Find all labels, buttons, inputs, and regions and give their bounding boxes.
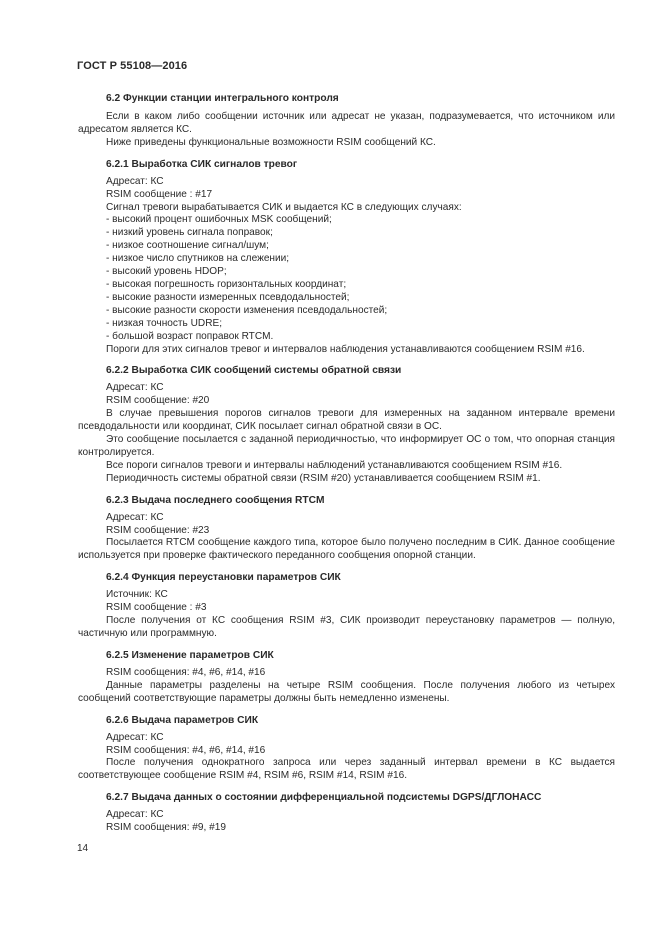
section-heading-6-2-5: 6.2.5 Изменение параметров СИК <box>106 649 274 661</box>
section-6-2-5 <box>78 667 615 706</box>
list-item: - высокий уровень HDOP; <box>106 266 227 278</box>
list-item: - низкое соотношение сигнал/шум; <box>106 240 269 252</box>
list-item: - высокий процент ошибочных MSK сообщений; <box>106 214 332 226</box>
paragraph: После получения однократного запроса или через заданный интервал времени в КС выдается соответствующее сообщение RSIM #4, RSIM #6, RSIM #14, RSIM #16. <box>78 757 615 782</box>
page-number: 14 <box>77 843 89 854</box>
list-item: - высокая погрешность горизонтальных координат; <box>106 278 347 290</box>
paragraph: После получения от КС сообщения RSIM #3, СИК производит переустановку параметров — полную, частичную или программную. <box>78 615 615 639</box>
addressee-line: Адресат: КС <box>106 809 164 821</box>
section-heading-6-2-2: 6.2.2 Выработка СИК сообщений системы обратной связи <box>106 365 402 377</box>
section-6-2-6 <box>78 732 615 784</box>
section-heading-6-2-6: 6.2.6 Выдача параметров СИК <box>106 714 259 726</box>
list-item: - высокие разности скорости изменения псевдодальностей; <box>106 304 388 316</box>
rsim-line: RSIM сообщения: #4, #6, #14, #16 <box>106 744 266 756</box>
addressee-line: Адресат: КС <box>106 175 164 187</box>
section-heading-6-2-7: 6.2.7 Выдача данных о состоянии дифференциальной подсистемы DGPS/ДГЛОНАСС <box>106 792 542 804</box>
document-header: ГОСТ Р 55108—2016 <box>77 60 188 72</box>
paragraph: Это сообщение посылается с заданной периодичностью, что информирует ОС о том, что опорная станция контролируется. <box>78 434 615 458</box>
section-6-2-7 <box>78 809 615 835</box>
rsim-line: RSIM сообщение: #20 <box>106 395 210 407</box>
paragraph: Пороги для этих сигналов тревог и интервалов наблюдения устанавливаются сообщением RSIM #16. <box>106 343 585 355</box>
section-6-2-2 <box>78 382 615 485</box>
list-item: - низкое число спутников на слежении; <box>106 253 290 265</box>
paragraph: Если в каком либо сообщении источник или адресат не указан, подразумевается, что источником или адресатом является КС. <box>78 111 615 135</box>
rsim-line: RSIM сообщения: #4, #6, #14, #16 <box>106 666 266 678</box>
addressee-line: Адресат: КС <box>106 511 164 523</box>
list-item: - низкий уровень сигнала поправок; <box>106 227 273 239</box>
source-line: Источник: КС <box>106 589 168 601</box>
section-heading-6-2-1: 6.2.1 Выработка СИК сигналов тревог <box>106 158 298 170</box>
paragraph: Посылается RTCM сообщение каждого типа, которое было получено последним в СИК. Данное сообщение используется при проверке фактического переданного сообщения опорной станции. <box>78 537 615 562</box>
document-body <box>78 92 615 843</box>
list-lead: Сигнал тревоги вырабатывается СИК и выдается КС в следующих случаях: <box>106 201 462 213</box>
list-item: - низкая точность UDRE; <box>106 317 223 329</box>
paragraph: В случае превышения порогов сигналов тревоги для измеренных на заданном интервале времени псевдодальности или координат, СИК посылает сигнал обратной связи в ОС. <box>78 408 615 433</box>
section-heading-6-2-4: 6.2.4 Функция переустановки параметров СИК <box>106 572 341 584</box>
rsim-line: RSIM сообщение : #17 <box>106 188 213 200</box>
rsim-line: RSIM сообщение : #3 <box>106 602 207 614</box>
section-intro <box>78 111 615 150</box>
list-item: - высокие разности измеренных псевдодальностей; <box>106 291 350 303</box>
section-6-2-1 <box>78 176 615 357</box>
section-heading-6-2: 6.2 Функции станции интегрального контроля <box>106 93 339 104</box>
paragraph: Периодичность системы обратной связи (RSIM #20) устанавливается сообщением RSIM #1. <box>106 472 541 484</box>
section-6-2-4 <box>78 589 615 641</box>
paragraph: Данные параметры разделены на четыре RSIM сообщения. После получения любого из четырех сообщений соответствующие параметры должны быть немедленно изменены. <box>78 679 615 704</box>
section-6-2-3 <box>78 512 615 564</box>
paragraph: Все пороги сигналов тревоги и интервалы наблюдений устанавливаются сообщением RSIM #16. <box>106 459 563 471</box>
rsim-line: RSIM сообщения: #9, #19 <box>106 822 226 834</box>
addressee-line: Адресат: КС <box>106 382 164 394</box>
list-item: - большой возраст поправок RTCM. <box>106 330 274 342</box>
addressee-line: Адресат: КС <box>106 731 164 743</box>
paragraph: Ниже приведены функциональные возможности RSIM сообщений КС. <box>106 136 436 148</box>
rsim-line: RSIM сообщение: #23 <box>106 524 210 536</box>
section-heading-6-2-3: 6.2.3 Выдача последнего сообщения RTCM <box>106 494 325 506</box>
